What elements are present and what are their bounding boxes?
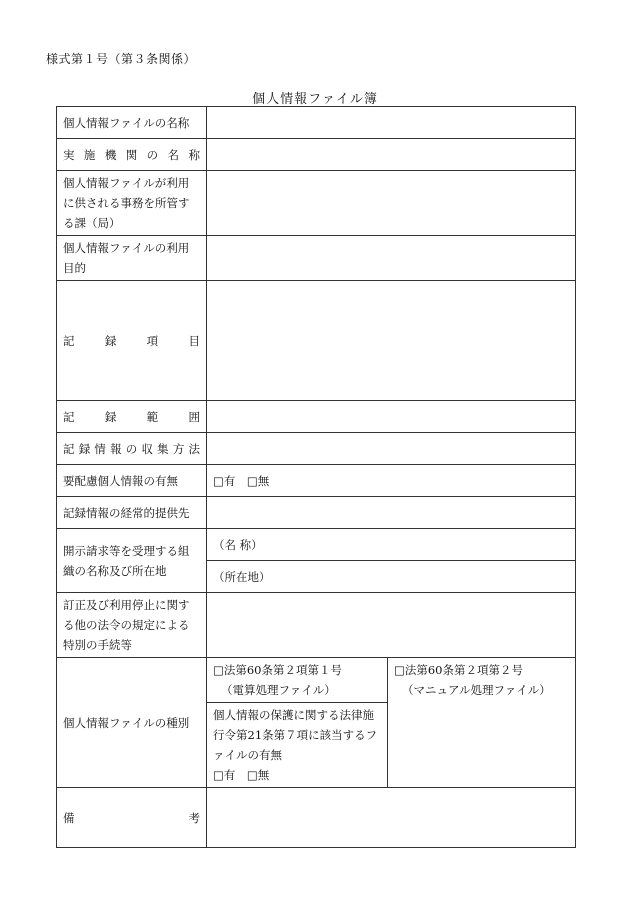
label-department: 個人情報ファイルが利用に供される事務を所管する課（局） bbox=[57, 171, 207, 236]
label-char: 目 bbox=[188, 333, 200, 348]
field-disclosure-name[interactable]: （名 称） bbox=[207, 529, 576, 561]
label-char: 録 bbox=[104, 409, 117, 424]
label-char: 実 bbox=[63, 147, 75, 162]
document-title: 個人情報ファイル簿 bbox=[252, 92, 378, 107]
row-file-name bbox=[57, 107, 576, 139]
row-remarks bbox=[57, 788, 576, 848]
label-char: の bbox=[125, 441, 138, 456]
applicable-note: 個人情報の保護に関する法律施行令第21条第７項に該当するファイルの有無 bbox=[213, 708, 378, 762]
label-char: 考 bbox=[188, 810, 200, 825]
label-regular-recipients: 記録情報の経常的提供先 bbox=[57, 497, 207, 529]
field-file-name[interactable] bbox=[207, 107, 576, 139]
spread-remarks bbox=[63, 808, 200, 828]
label-char: 記 bbox=[63, 409, 75, 424]
label-char: 収 bbox=[141, 441, 153, 456]
field-department[interactable] bbox=[207, 171, 576, 236]
applicable-checkboxes[interactable]: □有 □無 bbox=[213, 768, 270, 782]
row-department bbox=[57, 171, 576, 236]
label-correction-procedures: 訂正及び利用停止に関する他の法令の規定による特別の手続等 bbox=[57, 593, 207, 658]
label-char: 法 bbox=[188, 441, 200, 456]
file-type-option-1-line1: □法第60条第２項第１号 bbox=[213, 663, 342, 677]
field-correction-procedures[interactable] bbox=[207, 593, 576, 658]
label-char: 機 bbox=[104, 147, 117, 162]
label-collection-method bbox=[57, 433, 207, 465]
label-char: の bbox=[146, 147, 159, 162]
spread-record-scope bbox=[63, 407, 200, 427]
label-char: 名 bbox=[167, 147, 180, 162]
label-disclosure-org: 開示請求等を受理する組織の名称及び所在地 bbox=[57, 529, 207, 593]
spread-record-items bbox=[63, 331, 200, 351]
applicable-section bbox=[207, 703, 388, 788]
row-agency-name bbox=[57, 139, 576, 171]
label-file-type: 個人情報ファイルの種別 bbox=[57, 658, 207, 788]
field-disclosure-address[interactable]: （所在地） bbox=[207, 561, 576, 593]
file-type-option-1-line2: （電算処理ファイル） bbox=[221, 683, 336, 697]
row-disclosure-name bbox=[57, 529, 576, 561]
row-regular-recipients bbox=[57, 497, 576, 529]
personal-info-file-ledger bbox=[56, 106, 576, 848]
row-correction-procedures bbox=[57, 593, 576, 658]
row-collection-method bbox=[57, 433, 576, 465]
field-record-scope[interactable] bbox=[207, 401, 576, 433]
label-record-scope bbox=[57, 401, 207, 433]
label-char: 録 bbox=[104, 333, 117, 348]
label-char: 情 bbox=[94, 441, 106, 456]
row-sensitive-info bbox=[57, 465, 576, 497]
label-purpose: 個人情報ファイルの利用目的 bbox=[57, 236, 207, 281]
label-char: 報 bbox=[110, 441, 122, 456]
label-char: 記 bbox=[63, 441, 75, 456]
file-type-option-2-line2: （マニュアル処理ファイル） bbox=[402, 683, 551, 697]
spread-collection-method bbox=[63, 439, 200, 459]
label-char: 方 bbox=[172, 441, 185, 456]
field-collection-method[interactable] bbox=[207, 433, 576, 465]
label-char: 集 bbox=[157, 441, 169, 456]
row-record-scope bbox=[57, 401, 576, 433]
label-remarks bbox=[57, 788, 207, 848]
label-sensitive-info: 要配慮個人情報の有無 bbox=[57, 465, 207, 497]
label-record-items bbox=[57, 281, 207, 401]
field-agency-name[interactable] bbox=[207, 139, 576, 171]
label-char: 備 bbox=[63, 810, 75, 825]
row-purpose bbox=[57, 236, 576, 281]
row-file-type-top bbox=[57, 658, 576, 703]
label-char: 施 bbox=[83, 147, 96, 162]
label-file-name: 個人情報ファイルの名称 bbox=[57, 107, 207, 139]
label-char: 項 bbox=[146, 333, 159, 348]
label-char: 録 bbox=[78, 441, 91, 456]
field-regular-recipients[interactable] bbox=[207, 497, 576, 529]
file-type-option-2-line1: □法第60条第２項第２号 bbox=[394, 663, 523, 677]
label-char: 囲 bbox=[188, 409, 200, 424]
row-record-items bbox=[57, 281, 576, 401]
field-purpose[interactable] bbox=[207, 236, 576, 281]
label-char: 範 bbox=[146, 409, 159, 424]
label-char: 称 bbox=[188, 147, 200, 162]
field-remarks[interactable] bbox=[207, 788, 576, 848]
field-record-items[interactable] bbox=[207, 281, 576, 401]
file-type-option-2[interactable] bbox=[388, 658, 576, 788]
sensitive-info-checkboxes[interactable]: □有 □無 bbox=[207, 465, 576, 497]
label-char: 記 bbox=[63, 333, 75, 348]
label-char: 関 bbox=[125, 147, 138, 162]
form-number: 様式第１号（第３条関係） bbox=[46, 52, 197, 66]
spread-agency-name bbox=[63, 145, 200, 165]
label-agency-name bbox=[57, 139, 207, 171]
file-type-option-1[interactable] bbox=[207, 658, 388, 703]
